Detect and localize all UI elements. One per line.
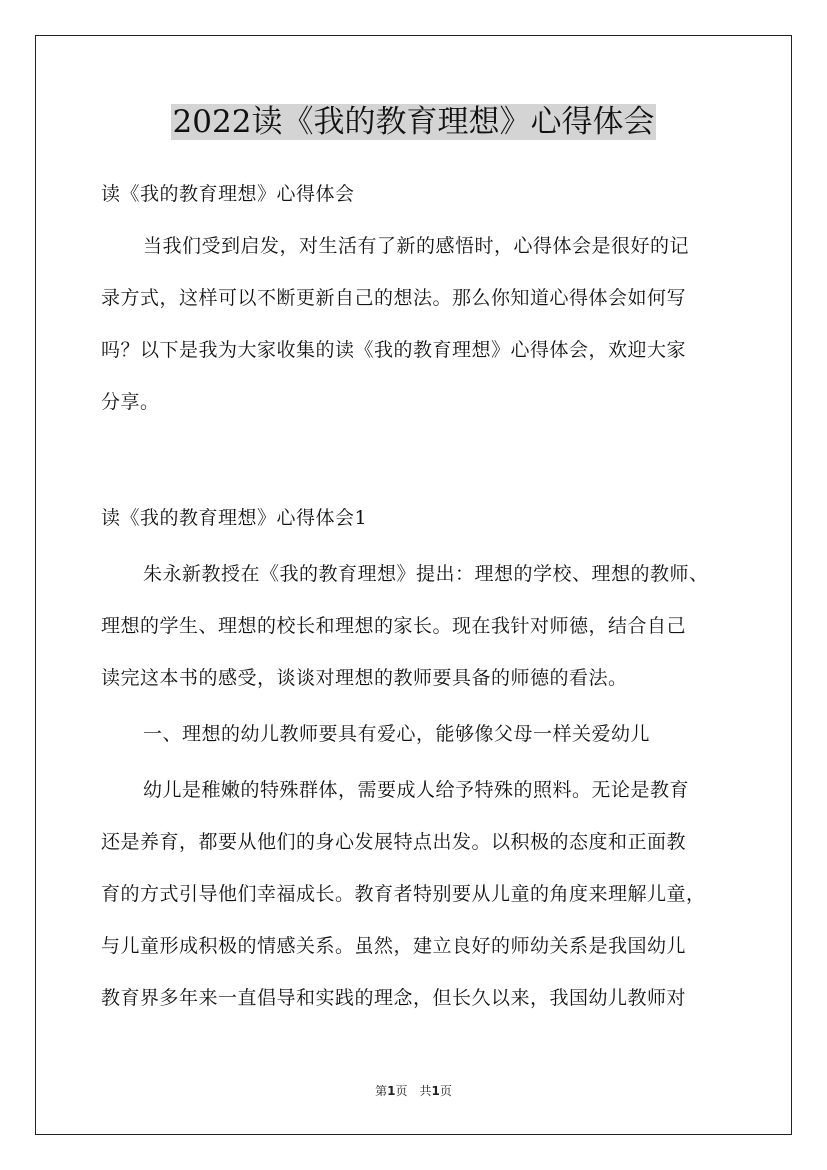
page-footer (0, 1082, 827, 1099)
paragraph-line: 幼儿是稚嫩的特殊群体，需要成人给予特殊的照料。无论是教育 (143, 779, 690, 801)
document-subtitle (101, 168, 731, 220)
document-title-text: 2022读《我的教育理想》心得体会 (172, 104, 655, 140)
paragraph-line: 读完这本书的感受，谈谈对理想的教师要具备的师德的看法。 (101, 667, 628, 689)
subtitle-line: 读《我的教育理想》心得体会 (101, 183, 355, 205)
paragraph-line: 与儿童形成积极的情感关系。虽然，建立良好的师幼关系是我国幼儿 (101, 935, 687, 957)
footer-suffix: 页 (439, 1084, 452, 1098)
section-heading (101, 492, 731, 544)
section-paragraph (101, 764, 731, 1024)
page-number-total: 1 (431, 1084, 440, 1098)
paragraph-line: 当我们受到启发，对生活有了新的感悟时，心得体会是很好的记 (143, 235, 690, 257)
paragraph-line: 教育界多年来一直倡导和实践的理念，但长久以来，我国幼儿教师对 (101, 987, 687, 1009)
paragraph-line: 吗？以下是我为大家收集的读《我的教育理想》心得体会，欢迎大家 (101, 339, 687, 361)
paragraph-line: 理想的学生、理想的校长和理想的家长。现在我针对师德，结合自己 (101, 615, 687, 637)
paragraph-line: 还是养育，都要从他们的身心发展特点出发。以积极的态度和正面教 (101, 831, 687, 853)
footer-mid: 页 共 (395, 1084, 432, 1098)
paragraph-line: 育的方式引导他们幸福成长。教育者特别要从儿童的角度来理解儿童， (101, 883, 706, 905)
point-heading (101, 708, 731, 760)
intro-paragraph (101, 220, 731, 428)
section-paragraph (101, 548, 731, 704)
point-heading-text: 一、理想的幼儿教师要具有爱心，能够像父母一样关爱幼儿 (143, 723, 651, 745)
footer-prefix: 第 (375, 1084, 388, 1098)
section-heading-text: 读《我的教育理想》心得体会1 (101, 507, 368, 529)
paragraph-line: 录方式，这样可以不断更新自己的想法。那么你知道心得体会如何写 (101, 287, 687, 309)
paragraph-line: 分享。 (101, 391, 160, 413)
page-number-current: 1 (387, 1084, 396, 1098)
paragraph-line: 朱永新教授在《我的教育理想》提出：理想的学校、理想的教师、 (143, 563, 709, 585)
document-title (0, 98, 827, 146)
